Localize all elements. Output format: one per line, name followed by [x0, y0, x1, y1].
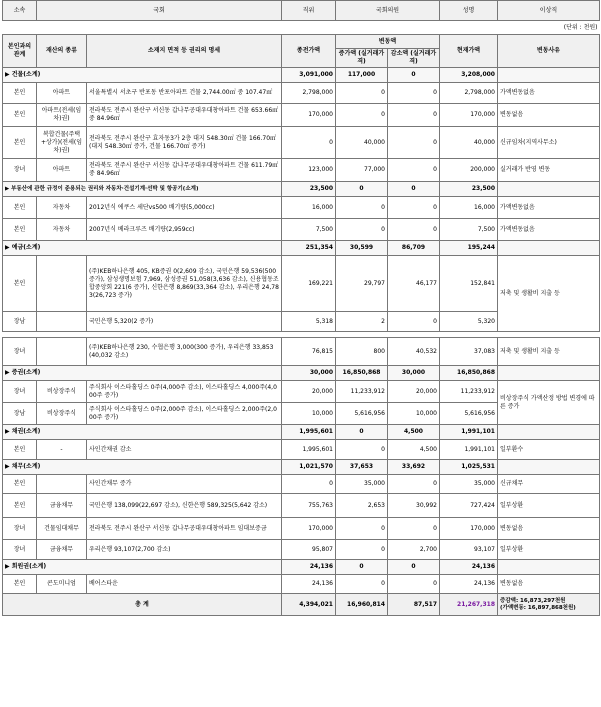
- cell-cur: 7,500: [440, 219, 498, 241]
- cell-description: 전라북도 전주시 완산구 서신동 갑나무공대우대창아파트 건물 611.79㎡ 중 84.96㎡: [87, 159, 282, 182]
- subtotal-inc: 30,599: [336, 241, 388, 256]
- cell-dec: 0: [388, 83, 440, 104]
- cell-cur: 35,000: [440, 475, 498, 494]
- subtotal-row: [3, 366, 600, 381]
- cell-reason: 가액변동없음: [498, 197, 600, 219]
- cell-description: 전라북도 전주시 완산구 서신동 갑나무공대우대창아파트 건물 653.66㎡ 중 84.96㎡: [87, 104, 282, 127]
- cell-dec: 0: [388, 127, 440, 159]
- cell-relation: 장녀: [3, 159, 37, 182]
- subtotal-dec: 0: [388, 560, 440, 575]
- cell-relation: 본인: [3, 104, 37, 127]
- cell-dec: 4,500: [388, 440, 440, 460]
- cell-relation: 장녀: [3, 518, 37, 540]
- position-value: 국회의원: [336, 1, 440, 21]
- cell-description: 사인간채권 감소: [87, 440, 282, 460]
- cell-reason: 변동없음: [498, 575, 600, 594]
- name-label: 성명: [440, 1, 498, 21]
- asset-table: [2, 0, 600, 616]
- cell-description: (주)KEB하나은행 230, 수협은행 3,000(300 증가), 우리은행 33,853(40,032 감소): [87, 338, 282, 366]
- subtotal-cur: 1,991,101: [440, 425, 498, 440]
- cell-relation: 장녀: [3, 381, 37, 403]
- cell-dec: 0: [388, 104, 440, 127]
- unit-note: (단위 : 천원): [3, 21, 600, 35]
- cell-prev: 76,815: [282, 338, 336, 366]
- total-inc: 16,960,814: [336, 594, 388, 616]
- table-row: [3, 159, 600, 182]
- cell-prev: 5,318: [282, 312, 336, 332]
- table-row: [3, 219, 600, 241]
- cell-cur: 152,841: [440, 256, 498, 312]
- subtotal-inc: 117,000: [336, 68, 388, 83]
- cell-kind: 금융채무: [37, 540, 87, 560]
- header-row: [3, 35, 600, 49]
- cell-kind: 아파트: [37, 83, 87, 104]
- cell-inc: 5,616,956: [336, 403, 388, 425]
- cell-kind: [37, 256, 87, 312]
- subtotal-cur: 195,244: [440, 241, 498, 256]
- cell-cur: 170,000: [440, 104, 498, 127]
- cell-description: 주식회사 이스타홀딩스 0주(2,000주 감소), 이스타홀딩스 2,000주(2,000주 증가): [87, 403, 282, 425]
- cell-kind: 복합건물(주택+상가)(전세(임차)권): [37, 127, 87, 159]
- cell-relation: 본인: [3, 440, 37, 460]
- cell-description: 전라북도 전주시 완산구 서신동 갑나무공대우대창아파트 임대보증금: [87, 518, 282, 540]
- cell-kind: [37, 312, 87, 332]
- cell-inc: 35,000: [336, 475, 388, 494]
- cell-relation: 본인: [3, 475, 37, 494]
- cell-relation: 장녀: [3, 338, 37, 366]
- cell-description: 우리은행 93,107(2,700 감소): [87, 540, 282, 560]
- cell-description: 2012년식 에쿠스 세단vs500 배기량(5,000cc): [87, 197, 282, 219]
- subtotal-prev: 1,995,601: [282, 425, 336, 440]
- header-decrease: 감소액 (실거래가격): [388, 49, 440, 68]
- cell-cur: 5,320: [440, 312, 498, 332]
- cell-cur: 24,136: [440, 575, 498, 594]
- cell-kind: [37, 475, 87, 494]
- cell-relation: 본인: [3, 219, 37, 241]
- table-row: [3, 338, 600, 366]
- cell-dec: 20,000: [388, 381, 440, 403]
- cell-cur: 727,424: [440, 494, 498, 518]
- cell-inc: 2: [336, 312, 388, 332]
- cell-dec: 46,177: [388, 256, 440, 312]
- cell-inc: 40,000: [336, 127, 388, 159]
- cell-reason: 저축 및 생활비 지출 등: [498, 256, 600, 332]
- name-value: 이상직: [498, 1, 600, 21]
- cell-inc: 11,233,912: [336, 381, 388, 403]
- grand-total-label: 총 계: [3, 594, 282, 616]
- cell-dec: 0: [388, 575, 440, 594]
- total-value-change: (가액변동: 16,897,868천원): [500, 604, 576, 611]
- cell-reason: 신규임차(지역사무소): [498, 127, 600, 159]
- subtotal-cur: 1,025,531: [440, 460, 498, 475]
- cell-inc: 0: [336, 518, 388, 540]
- table-row: [3, 575, 600, 594]
- cell-inc: 0: [336, 575, 388, 594]
- cell-relation: 본인: [3, 197, 37, 219]
- cell-inc: 0: [336, 197, 388, 219]
- cell-prev: 0: [282, 127, 336, 159]
- cell-kind: 콘도미니엄: [37, 575, 87, 594]
- cell-inc: 0: [336, 219, 388, 241]
- cell-relation: 본인: [3, 127, 37, 159]
- cell-description: 국민은행 5,320(2 증가): [87, 312, 282, 332]
- cell-relation: 장남: [3, 403, 37, 425]
- cell-reason: 실거래가 반영 변동: [498, 159, 600, 182]
- cell-reason: 신규채무: [498, 475, 600, 494]
- cell-prev: 169,221: [282, 256, 336, 312]
- cell-description: 베어스타운: [87, 575, 282, 594]
- subtotal-dec: 33,692: [388, 460, 440, 475]
- table-row: [3, 127, 600, 159]
- cell-cur: 40,000: [440, 127, 498, 159]
- header-previous: 종전가액: [282, 35, 336, 68]
- cell-reason: 변동없음: [498, 518, 600, 540]
- cell-description: 주식회사 이스타홀딩스 0주(4,000주 감소), 이스타홀딩스 4,000주(4,000주 증가): [87, 381, 282, 403]
- cell-relation: 본인: [3, 83, 37, 104]
- cell-dec: 0: [388, 219, 440, 241]
- subtotal-dec: 4,500: [388, 425, 440, 440]
- cell-dec: 2,700: [388, 540, 440, 560]
- cell-reason: 일부상환: [498, 494, 600, 518]
- cell-cur: 5,616,956: [440, 403, 498, 425]
- grand-total-row: [3, 594, 600, 616]
- cell-cur: 37,083: [440, 338, 498, 366]
- cell-cur: 2,798,000: [440, 83, 498, 104]
- cell-description: (주)KEB하나은행 405, KB증권 0(2,609 감소), 국민은행 59,536(500 증가), 삼성생명보험 7,969, 삼성증권 51,058(3,636 감소), 신용협동조합중앙회 221(6 증가), 신한은행 8,869(33,364 감소), 우리은행 24,783(26,723 증가): [87, 256, 282, 312]
- cell-kind: 건물임대채무: [37, 518, 87, 540]
- cell-inc: 0: [336, 104, 388, 127]
- table-row: [3, 494, 600, 518]
- cell-prev: 755,763: [282, 494, 336, 518]
- cell-inc: 2,653: [336, 494, 388, 518]
- subtotal-inc: 0: [336, 425, 388, 440]
- subtotal-dec: 0: [388, 68, 440, 83]
- subtotal-dec: 86,709: [388, 241, 440, 256]
- subtotal-title: ▶ 예금(소계): [3, 241, 282, 256]
- cell-kind: 아파트: [37, 159, 87, 182]
- subtotal-title: ▶ 건물(소계): [3, 68, 282, 83]
- cell-prev: 10,000: [282, 403, 336, 425]
- cell-kind: 금융채무: [37, 494, 87, 518]
- table-row: [3, 83, 600, 104]
- affiliation-label: 소속: [3, 1, 37, 21]
- cell-description: 2007년식 베라크루즈 배기량(2,959cc): [87, 219, 282, 241]
- total-change-amount: 증감액: 16,873,297천원: [500, 597, 566, 604]
- subtotal-row: [3, 182, 600, 197]
- cell-reason: 저축 및 생활비 지출 등: [498, 338, 600, 366]
- cell-prev: 7,500: [282, 219, 336, 241]
- header-relation: 본인과의 관계: [3, 35, 37, 68]
- table-row: [3, 256, 600, 312]
- cell-reason: 가액변동없음: [498, 83, 600, 104]
- cell-prev: 1,995,601: [282, 440, 336, 460]
- header-reason: 변동사유: [498, 35, 600, 68]
- subtotal-prev: 251,354: [282, 241, 336, 256]
- cell-inc: 77,000: [336, 159, 388, 182]
- table-row: [3, 518, 600, 540]
- subtotal-row: [3, 460, 600, 475]
- cell-kind: -: [37, 440, 87, 460]
- cell-relation: 장남: [3, 312, 37, 332]
- subtotal-prev: 24,136: [282, 560, 336, 575]
- cell-relation: 본인: [3, 494, 37, 518]
- header-description: 소재지 면적 등 권리의 명세: [87, 35, 282, 68]
- position-label: 직위: [282, 1, 336, 21]
- header-kind: 재산의 종류: [37, 35, 87, 68]
- subtotal-inc: 37,653: [336, 460, 388, 475]
- table-row: [3, 440, 600, 460]
- subtotal-dec: 30,000: [388, 366, 440, 381]
- subtotal-inc: 16,850,868: [336, 366, 388, 381]
- cell-inc: 0: [336, 440, 388, 460]
- subtotal-title: ▶ 회원권(소계): [3, 560, 282, 575]
- subtotal-cur: 24,136: [440, 560, 498, 575]
- cell-cur: 11,233,912: [440, 381, 498, 403]
- cell-prev: 2,798,000: [282, 83, 336, 104]
- cell-dec: 30,992: [388, 494, 440, 518]
- cell-kind: 비상장주식: [37, 403, 87, 425]
- cell-relation: 본인: [3, 575, 37, 594]
- cell-reason: 가액변동없음: [498, 219, 600, 241]
- cell-kind: 자동차: [37, 219, 87, 241]
- subtotal-inc: 0: [336, 182, 388, 197]
- cell-prev: 170,000: [282, 104, 336, 127]
- cell-dec: 0: [388, 159, 440, 182]
- cell-prev: 24,136: [282, 575, 336, 594]
- subtotal-row: [3, 560, 600, 575]
- cell-inc: 29,797: [336, 256, 388, 312]
- cell-prev: 0: [282, 475, 336, 494]
- subtotal-prev: 30,000: [282, 366, 336, 381]
- cell-dec: 10,000: [388, 403, 440, 425]
- total-reason: [498, 594, 600, 616]
- top-info-row: [3, 1, 600, 21]
- table-row: [3, 475, 600, 494]
- subtotal-row: [3, 241, 600, 256]
- cell-kind: 아파트(전세(임차)권): [37, 104, 87, 127]
- cell-cur: 93,107: [440, 540, 498, 560]
- subtotal-prev: 23,500: [282, 182, 336, 197]
- cell-cur: 16,000: [440, 197, 498, 219]
- cell-dec: 40,532: [388, 338, 440, 366]
- header-change: 변동액: [336, 35, 440, 49]
- cell-reason: 변동없음: [498, 104, 600, 127]
- cell-description: 국민은행 138,099(22,697 감소), 신한은행 589,325(5,642 감소): [87, 494, 282, 518]
- cell-prev: 20,000: [282, 381, 336, 403]
- cell-reason: 일부환수: [498, 440, 600, 460]
- cell-kind: [37, 338, 87, 366]
- subtotal-title: ▶ 채권(소계): [3, 425, 282, 440]
- subtotal-title: ▶ 채무(소계): [3, 460, 282, 475]
- table-row: [3, 381, 600, 403]
- cell-prev: 95,807: [282, 540, 336, 560]
- subtotal-prev: 3,091,000: [282, 68, 336, 83]
- cell-dec: 0: [388, 312, 440, 332]
- total-cur: 21,267,318: [440, 594, 498, 616]
- cell-inc: 0: [336, 83, 388, 104]
- cell-relation: 장녀: [3, 540, 37, 560]
- subtotal-cur: 3,208,000: [440, 68, 498, 83]
- cell-prev: 170,000: [282, 518, 336, 540]
- cell-inc: 0: [336, 540, 388, 560]
- cell-reason: 일부상환: [498, 540, 600, 560]
- cell-kind: 자동차: [37, 197, 87, 219]
- cell-description: 사인간채무 증가: [87, 475, 282, 494]
- cell-cur: 170,000: [440, 518, 498, 540]
- cell-prev: 16,000: [282, 197, 336, 219]
- subtotal-cur: 16,850,868: [440, 366, 498, 381]
- subtotal-cur: 23,500: [440, 182, 498, 197]
- subtotal-row: [3, 425, 600, 440]
- total-prev: 4,394,021: [282, 594, 336, 616]
- subtotal-title: ▶ 증권(소계): [3, 366, 282, 381]
- table-row: [3, 104, 600, 127]
- header-current: 현재가액: [440, 35, 498, 68]
- affiliation-value: 국회: [37, 1, 282, 21]
- cell-dec: 0: [388, 518, 440, 540]
- subtotal-prev: 1,021,570: [282, 460, 336, 475]
- cell-cur: 1,991,101: [440, 440, 498, 460]
- cell-inc: 800: [336, 338, 388, 366]
- subtotal-row: [3, 68, 600, 83]
- cell-kind: 비상장주식: [37, 381, 87, 403]
- table-row: [3, 540, 600, 560]
- cell-description: 전라북도 전주시 완산구 효자동3가 2층 대지 548.30㎡ 건물 166.70㎡ (대지 548.30㎡ 증가, 건물 166.70㎡ 증가): [87, 127, 282, 159]
- cell-dec: 0: [388, 475, 440, 494]
- cell-reason: 비상장주식 가액산정 방법 변경에 따른 증가: [498, 381, 600, 425]
- header-increase: 증가액 (실거래가격): [336, 49, 388, 68]
- cell-dec: 0: [388, 197, 440, 219]
- cell-prev: 123,000: [282, 159, 336, 182]
- subtotal-dec: 0: [388, 182, 440, 197]
- cell-relation: 본인: [3, 256, 37, 312]
- total-dec: 87,517: [388, 594, 440, 616]
- cell-cur: 200,000: [440, 159, 498, 182]
- subtotal-title: ▶ 부동산에 관한 규정이 준용되는 권리와 자동차·건설기계·선박 및 항공기(소계): [3, 182, 282, 197]
- subtotal-inc: 0: [336, 560, 388, 575]
- cell-description: 서울특별시 서초구 반포동 반포아파트 건물 2,744.00㎡ 중 107.47㎡: [87, 83, 282, 104]
- table-row: [3, 197, 600, 219]
